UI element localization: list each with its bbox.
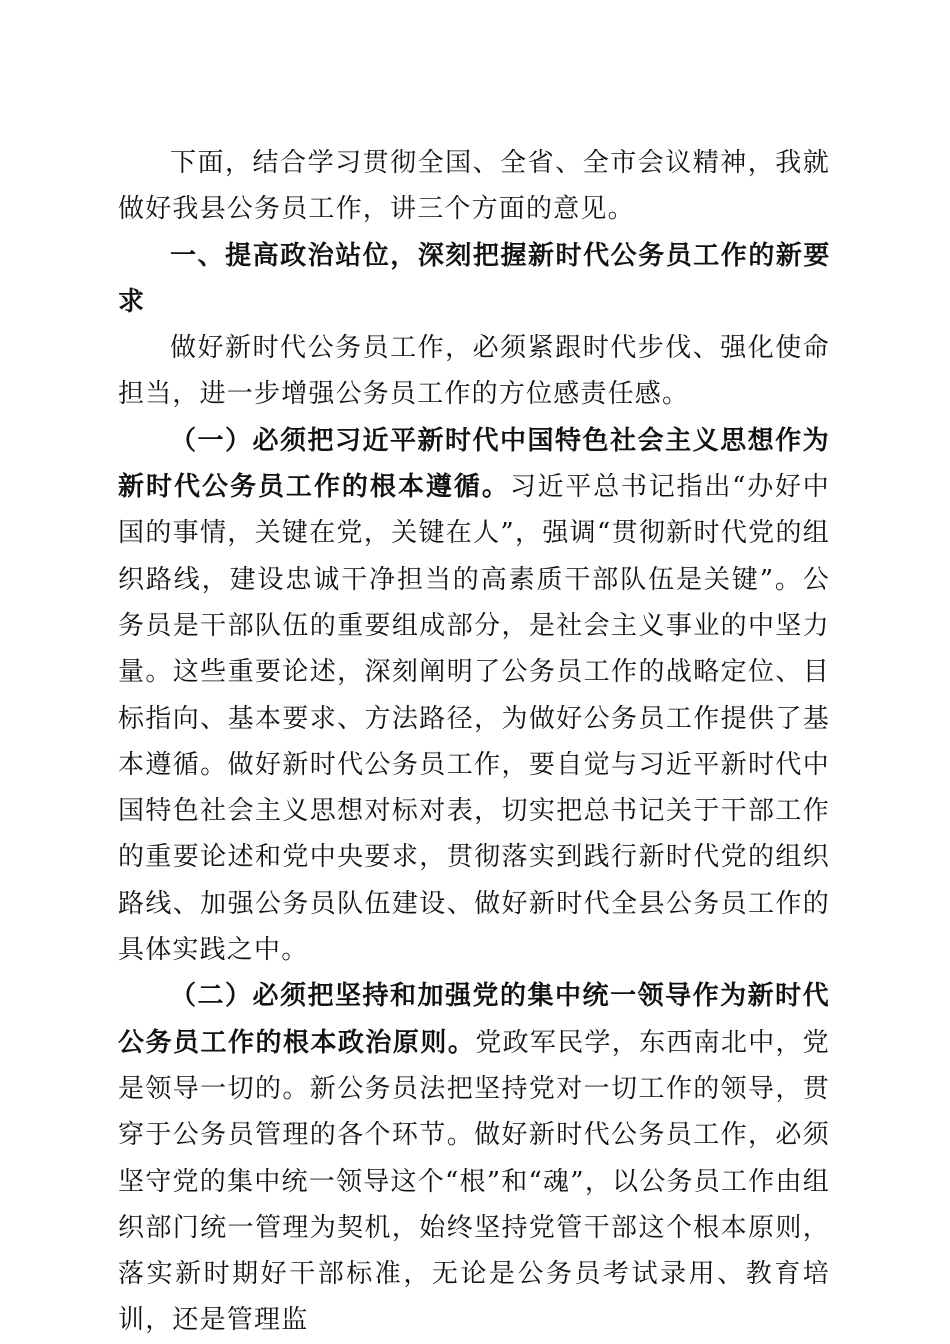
point-two-paragraph xyxy=(118,973,830,1343)
point-two-body: 党政军民学，东西南北中，党是领导一切的。新公务员法把坚持党对一切工作的领导，贯穿于公务员管理的各个环节。做好新时代公务员工作，必须坚守党的集中统一领导这个“根”和“魂”，以公务员工作由组织部门统一管理为契机，始终坚持党管干部这个根本原则，落实新时期好干部标准，无论是公务员考试录用、教育培训，还是管理监 xyxy=(118,1027,830,1336)
point-one-body: 习近平总书记指出“办好中国的事情，关键在党，关键在人”，强调“贯彻新时代党的组织路线，建设忠诚干净担当的高素质干部队伍是关键”。公务员是干部队伍的重要组成部分，是社会主义事业的中坚力量。这些重要论述，深刻阐明了公务员工作的战略定位、目标指向、基本要求、方法路径，为做好公务员工作提供了基本遵循。做好新时代公务员工作，要自觉与习近平新时代中国特色社会主义思想对标对表，切实把总书记关于干部工作的重要论述和党中央要求，贯彻落实到践行新时代党的组织路线、加强公务员队伍建设、做好新时代全县公务员工作的具体实践之中。 xyxy=(118,472,830,966)
section-lead-paragraph: 做好新时代公务员工作，必须紧跟时代步伐、强化使命担当，进一步增强公务员工作的方位感责任感。 xyxy=(118,333,830,410)
point-one-paragraph xyxy=(118,418,830,974)
section-heading: 一、提高政治站位，深刻把握新时代公务员工作的新要求 xyxy=(118,240,830,317)
intro-paragraph: 下面，结合学习贯彻全国、全省、全市会议精神，我就做好我县公务员工作，讲三个方面的意见。 xyxy=(118,148,830,225)
point-one-title: （一）必须把习近平新时代中国特色社会主义思想作为新时代公务员工作的根本遵循。 xyxy=(118,425,830,503)
point-two-title: （二）必须把坚持和加强党的集中统一领导作为新时代公务员工作的根本政治原则。 xyxy=(118,981,830,1058)
document-body xyxy=(118,140,830,1344)
